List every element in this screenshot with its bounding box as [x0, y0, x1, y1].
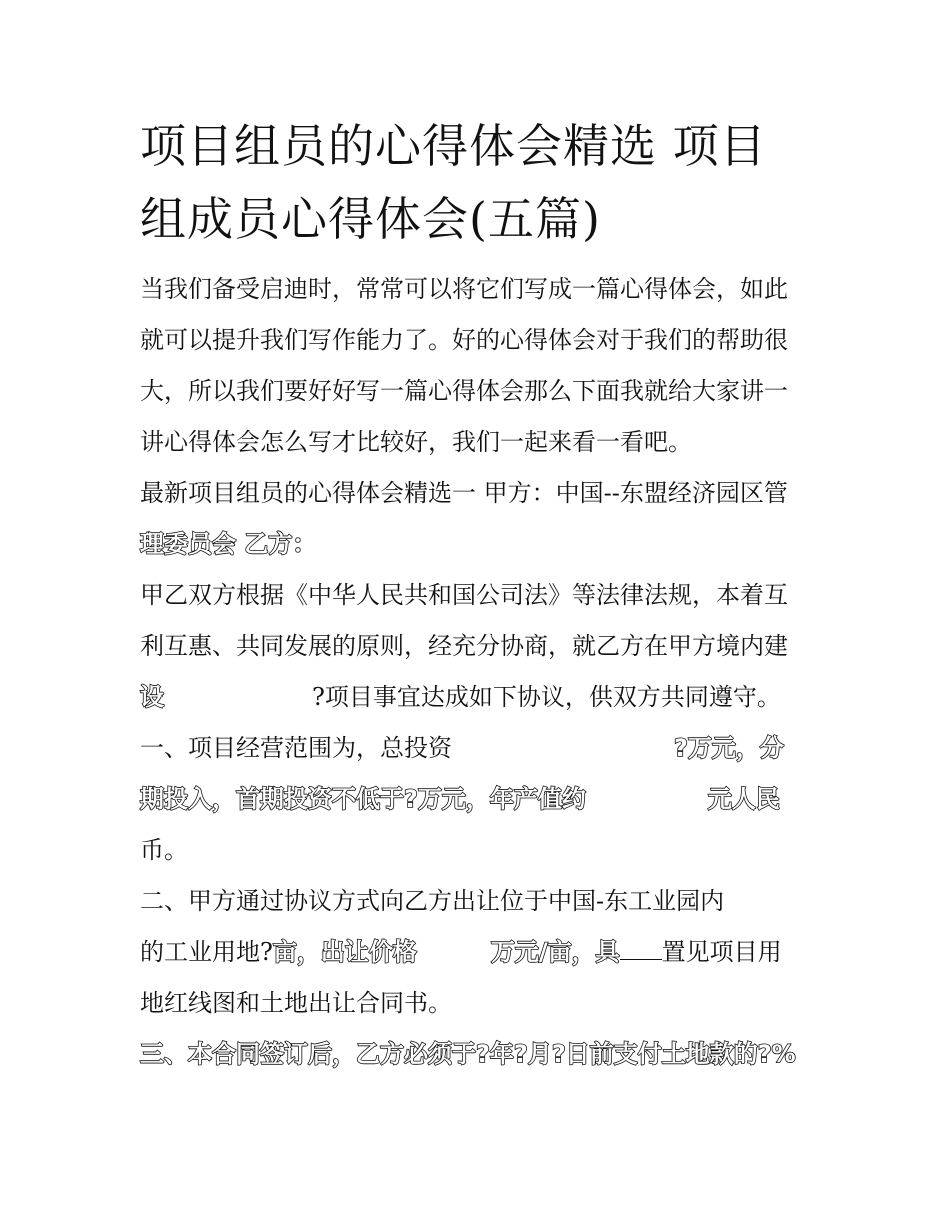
- title-line-2: 组成员心得体会(五篇): [140, 192, 601, 246]
- agreement-line: 利互惠、共同发展的原则，经充分协商，就乙方在甲方境内建: [140, 632, 788, 660]
- intro-paragraph: [140, 264, 815, 468]
- item-1-line-2b: 元人民: [707, 785, 780, 813]
- item-2-line-2d: 置见项目用: [661, 938, 782, 966]
- document-title: [140, 110, 815, 256]
- item-1-paragraph: [140, 723, 815, 876]
- agreement-line-3-part2: ?项目事宜达成如下协议，供双方共同遵守。: [312, 683, 781, 711]
- item-1-line-1: [140, 723, 815, 774]
- section-1-line: 最新项目组员的心得体会精选一 甲方：中国--东盟经济园区管: [140, 479, 788, 507]
- item-2-line-2b: 亩，出让价格: [272, 938, 417, 966]
- intro-line: 就可以提升我们写作能力了。好的心得体会对于我们的帮助很: [140, 326, 788, 354]
- item-2-line-2: [140, 927, 815, 978]
- section-heading-paragraph: [140, 468, 815, 570]
- intro-line: 当我们备受启迪时，常常可以将它们写成一篇心得体会，如此: [140, 275, 788, 303]
- agreement-paragraph: [140, 570, 815, 723]
- item-1-line-2a: 期投入，首期投资不低于?万元，年产值约: [140, 785, 586, 813]
- document-page: [140, 110, 815, 1080]
- intro-line: 讲心得体会怎么写才比较好，我们一起来看一看吧。: [140, 428, 692, 456]
- item-1-line-3: 币。: [140, 836, 188, 864]
- party-b-line: 理委员会 乙方：: [140, 530, 317, 558]
- item-3-paragraph: [140, 1029, 815, 1080]
- title-line-1: 项目组员的心得体会精选 项目: [140, 119, 767, 173]
- item-1-line-2: [140, 774, 815, 825]
- agreement-line-3: [140, 672, 815, 723]
- item-2-line-3: 地红线图和土地出让合同书。: [140, 989, 452, 1017]
- intro-line: 大，所以我们要好好写一篇心得体会那么下面我就给大家讲一: [140, 377, 788, 405]
- item-2-paragraph: [140, 876, 815, 1029]
- underline-blank: [620, 939, 662, 960]
- item-2-line-2c: 万元/亩，具: [490, 938, 620, 966]
- agreement-line-3-part1: 设: [140, 683, 164, 711]
- item-2-line-1: 二、甲方通过协议方式向乙方出让位于中国-东工业园内: [140, 887, 725, 915]
- item-1-line-1b: ?万元，分: [674, 734, 784, 762]
- item-1-line-1a: 一、项目经营范围为，总投资: [140, 734, 452, 762]
- agreement-line: 甲乙双方根据《中华人民共和国公司法》等法律法规，本着互: [140, 581, 788, 609]
- item-2-line-2a: 的工业用地?: [140, 938, 273, 966]
- item-3-line-1: 三、本合同签订后，乙方必须于?年?月?日前支付土地款的?%: [140, 1040, 796, 1068]
